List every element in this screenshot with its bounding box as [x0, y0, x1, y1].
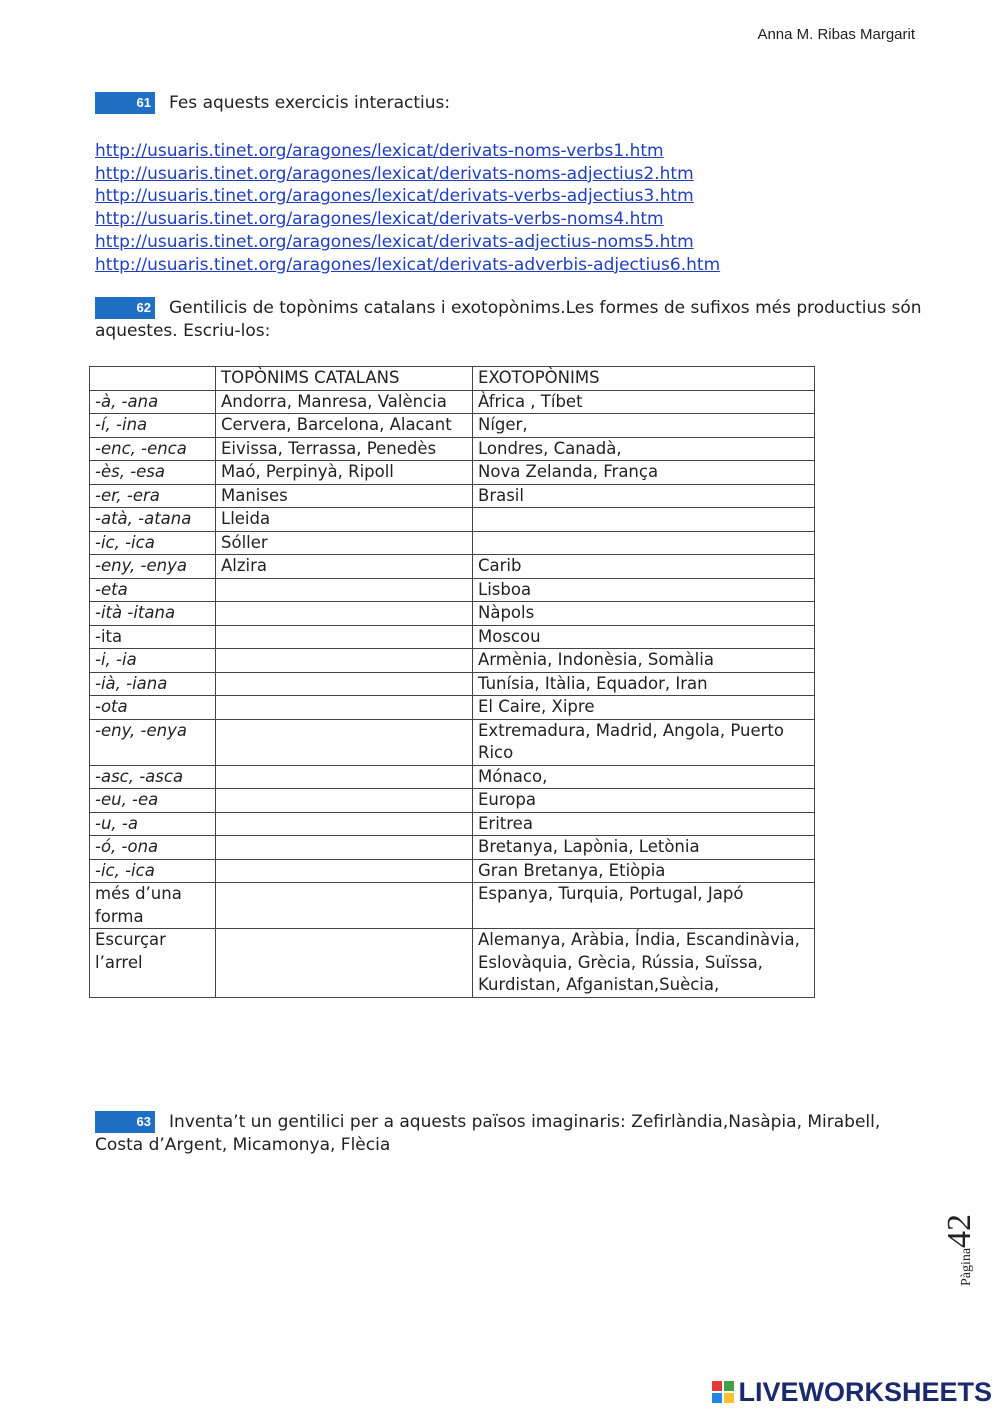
table-row [90, 390, 815, 414]
exo-cell: Moscou [473, 625, 815, 649]
catalan-cell [216, 696, 473, 720]
table-row [90, 765, 815, 789]
table-row [90, 531, 815, 555]
catalan-cell [216, 789, 473, 813]
catalan-cell: Manises [216, 484, 473, 508]
header-cell-catalan: TOPÒNIMS CATALANS [216, 367, 473, 391]
catalan-cell: Eivissa, Terrassa, Penedès [216, 437, 473, 461]
exercise-link[interactable]: http://usuaris.tinet.org/aragones/lexicat/derivats-adverbis-adjectius6.htm [95, 254, 721, 275]
suffix-cell: -ita [90, 625, 216, 649]
page-number-value: 42 [941, 1213, 978, 1248]
exo-cell: Lisboa [473, 578, 815, 602]
table-row [90, 836, 815, 860]
exo-cell [473, 531, 815, 555]
catalan-cell: Lleida [216, 508, 473, 532]
exercise-62-heading [95, 297, 925, 343]
exo-cell: Nàpols [473, 602, 815, 626]
suffix-cell: -eny, -enya [90, 719, 216, 765]
exo-cell: Brasil [473, 484, 815, 508]
exo-cell: Àfrica , Tíbet [473, 390, 815, 414]
catalan-cell: Sóller [216, 531, 473, 555]
suffix-cell: -i, -ia [90, 649, 216, 673]
exercise-63-instruction: Inventa’t un gentilici per a aquests països imaginaris: Zefirlàndia,Nasàpia, Mirabell, Costa d’Argent, Micamonya, Flècia [95, 1112, 881, 1155]
suffix-cell: -eny, -enya [90, 555, 216, 579]
catalan-cell [216, 929, 473, 998]
suffix-cell: -à, -ana [90, 390, 216, 414]
table-row [90, 484, 815, 508]
suffix-cell: -ic, -ica [90, 531, 216, 555]
table-row [90, 719, 815, 765]
exercise-link[interactable]: http://usuaris.tinet.org/aragones/lexicat/derivats-adjectius-noms5.htm [95, 231, 694, 252]
exercise-link[interactable]: http://usuaris.tinet.org/aragones/lexicat/derivats-noms-adjectius2.htm [95, 163, 694, 184]
catalan-cell: Cervera, Barcelona, Alacant [216, 414, 473, 438]
catalan-cell [216, 883, 473, 929]
catalan-cell [216, 812, 473, 836]
exo-cell: Europa [473, 789, 815, 813]
table-row [90, 578, 815, 602]
suffix-cell: -í, -ina [90, 414, 216, 438]
gentilics-table [89, 366, 815, 998]
exo-cell: Alemanya, Aràbia, Índia, Escandinàvia, Eslovàquia, Grècia, Rússia, Suïssa, Kurdistan, Afganistan,Suècia, [473, 929, 815, 998]
exercise-61-heading [95, 92, 925, 115]
page-label: Pàgina [959, 1247, 974, 1287]
suffix-cell: -ó, -ona [90, 836, 216, 860]
exo-cell: Mónaco, [473, 765, 815, 789]
catalan-cell: Maó, Perpinyà, Ripoll [216, 461, 473, 485]
table-row [90, 812, 815, 836]
table-row [90, 649, 815, 673]
table-row [90, 437, 815, 461]
exercise-number-badge: 63 [95, 1111, 155, 1133]
suffix-cell: -enc, -enca [90, 437, 216, 461]
exo-cell: Armènia, Indonèsia, Somàlia [473, 649, 815, 673]
suffix-cell: -asc, -asca [90, 765, 216, 789]
exo-cell: Eritrea [473, 812, 815, 836]
suffix-cell: -ic, -ica [90, 859, 216, 883]
exercise-link[interactable]: http://usuaris.tinet.org/aragones/lexicat/derivats-verbs-noms4.htm [95, 209, 664, 230]
table-row [90, 625, 815, 649]
table-row [90, 414, 815, 438]
page-number [940, 1200, 980, 1300]
table-row [90, 555, 815, 579]
catalan-cell [216, 719, 473, 765]
exo-cell: Extremadura, Madrid, Angola, Puerto Rico [473, 719, 815, 765]
suffix-cell: -atà, -atana [90, 508, 216, 532]
exercise-link[interactable]: http://usuaris.tinet.org/aragones/lexicat/derivats-verbs-adjectius3.htm [95, 186, 694, 207]
table-row [90, 883, 815, 929]
catalan-cell: Alzira [216, 555, 473, 579]
table-row [90, 602, 815, 626]
catalan-cell [216, 765, 473, 789]
logo-blocks-icon [712, 1381, 734, 1403]
catalan-cell [216, 859, 473, 883]
catalan-cell [216, 649, 473, 673]
table-row [90, 696, 815, 720]
liveworksheets-logo [712, 1377, 992, 1407]
suffix-cell: -ità -itana [90, 602, 216, 626]
suffix-cell: -ès, -esa [90, 461, 216, 485]
exercise-62-instruction: Gentilicis de topònims catalans i exotopònims.Les formes de sufixos més productius són aquestes. Escriu-los: [95, 298, 922, 341]
table-row [90, 929, 815, 998]
exercise-63-heading [95, 1111, 925, 1157]
suffix-cell: -eu, -ea [90, 789, 216, 813]
exercise-number-badge: 61 [95, 92, 155, 114]
table-row [90, 672, 815, 696]
suffix-cell: -eta [90, 578, 216, 602]
suffix-cell: -ià, -iana [90, 672, 216, 696]
suffix-cell: -u, -a [90, 812, 216, 836]
exercise-number-badge: 62 [95, 297, 155, 319]
exo-cell: Gran Bretanya, Etiòpia [473, 859, 815, 883]
table-row [90, 461, 815, 485]
suffix-cell: Escurçar l’arrel [90, 929, 216, 998]
exo-cell [473, 508, 815, 532]
author-name: Anna M. Ribas Margarit [757, 26, 915, 43]
exo-cell: Bretanya, Lapònia, Letònia [473, 836, 815, 860]
catalan-cell [216, 578, 473, 602]
header-cell-exo: EXOTOPÒNIMS [473, 367, 815, 391]
table-row [90, 508, 815, 532]
table-row [90, 859, 815, 883]
exercise-61-links [95, 140, 720, 276]
table-header-row [90, 367, 815, 391]
header-cell-suffix [90, 367, 216, 391]
exo-cell: Espanya, Turquia, Portugal, Japó [473, 883, 815, 929]
exercise-link[interactable]: http://usuaris.tinet.org/aragones/lexicat/derivats-noms-verbs1.htm [95, 141, 664, 161]
suffix-cell: -er, -era [90, 484, 216, 508]
catalan-cell [216, 672, 473, 696]
exo-cell: Níger, [473, 414, 815, 438]
logo-wordmark: LIVEWORKSHEETS [738, 1376, 992, 1407]
suffix-cell: -ota [90, 696, 216, 720]
catalan-cell [216, 602, 473, 626]
exo-cell: Nova Zelanda, França [473, 461, 815, 485]
catalan-cell [216, 836, 473, 860]
catalan-cell [216, 625, 473, 649]
table-row [90, 789, 815, 813]
exercise-61-instruction: Fes aquests exercicis interactius: [169, 93, 451, 113]
exo-cell: Carib [473, 555, 815, 579]
exo-cell: El Caire, Xipre [473, 696, 815, 720]
catalan-cell: Andorra, Manresa, València [216, 390, 473, 414]
exo-cell: Tunísia, Itàlia, Equador, Iran [473, 672, 815, 696]
suffix-cell: més d’una forma [90, 883, 216, 929]
exo-cell: Londres, Canadà, [473, 437, 815, 461]
